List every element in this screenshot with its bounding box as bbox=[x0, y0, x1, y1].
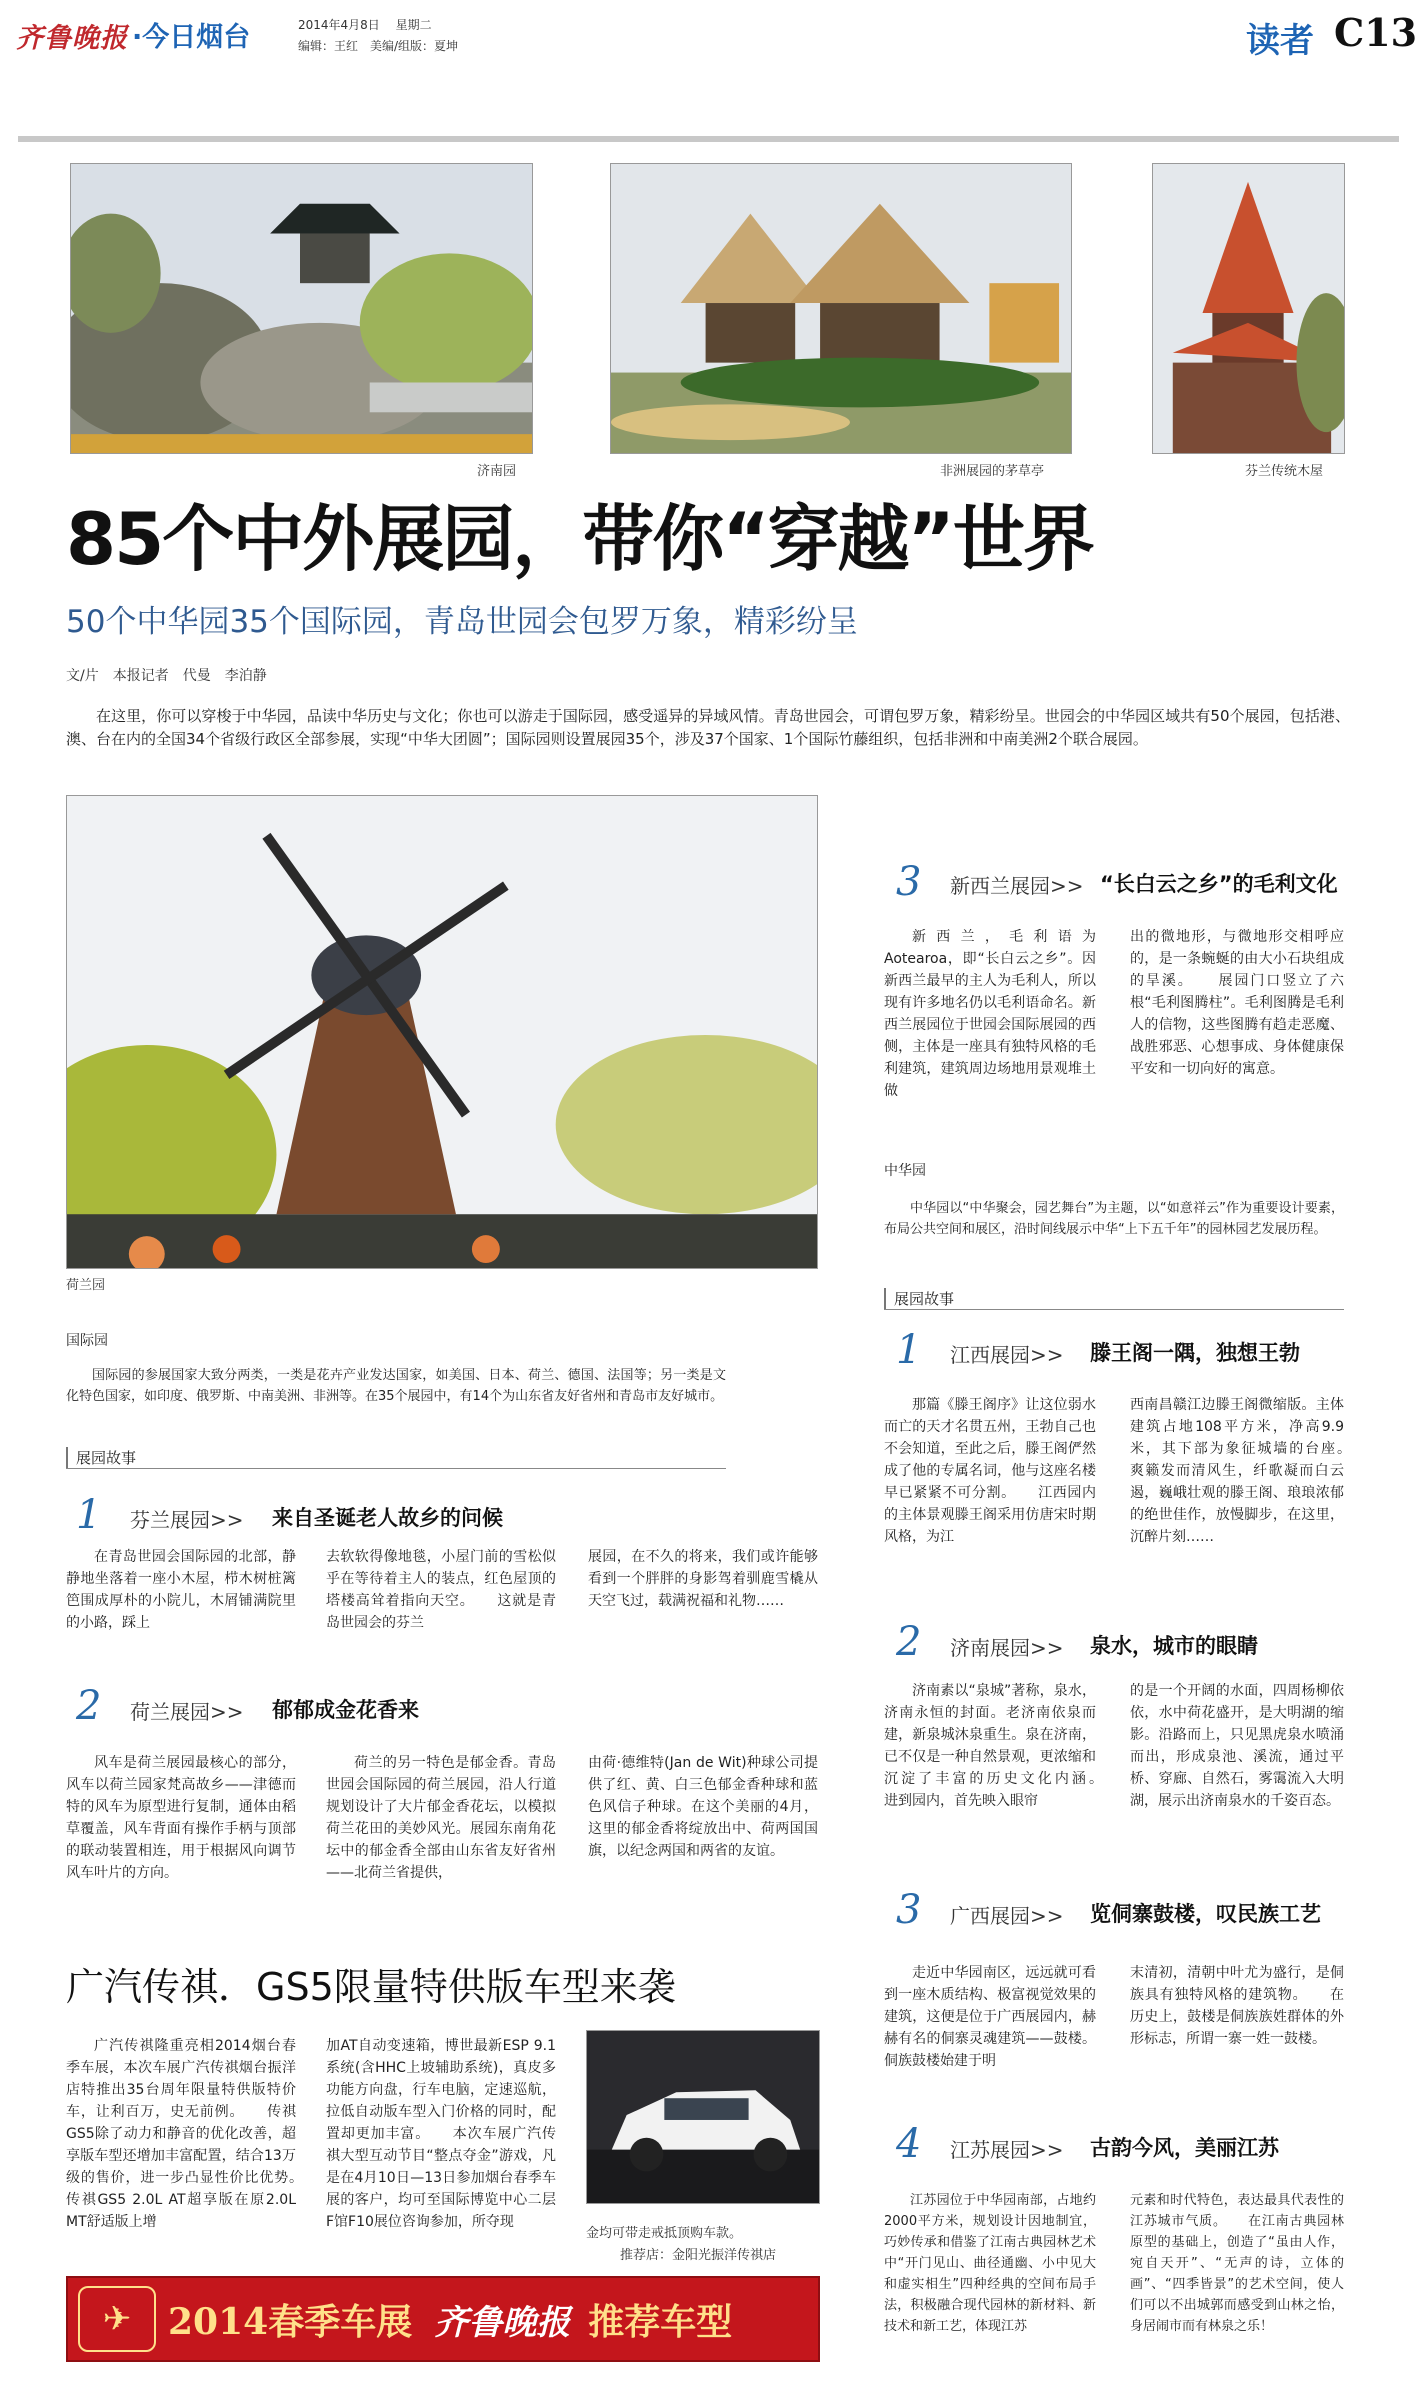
masthead-rule bbox=[18, 136, 1399, 142]
car-caption: 金均可带走戒抵顶购车款。 bbox=[586, 2226, 743, 2241]
story-garden-name: 芬兰展园>> bbox=[130, 1508, 244, 1532]
byline: 文/片 本报记者 代曼 李泊静 bbox=[66, 668, 267, 684]
jinan-garden-caption: 济南园 bbox=[477, 464, 517, 479]
finland-house-caption: 芬兰传统木屋 bbox=[1245, 464, 1324, 479]
story-column: 西南昌赣江边滕王阁微缩版。主体建筑占地108平方米，净高9.9米，其下部为象征城墙的台座。 爽籁发而清风生，纤歌凝而白云遏，巍峨壮观的滕王阁、琅琅浓郁的绝世佳作，放慢脚步，在这里，沉醉片刻…… bbox=[1130, 1397, 1372, 1545]
international-text: 国际园的参展国家大致分两类，一类是花卉产业发达国家，如美国、日本、荷兰、德国、法国等；另一类是文化特色国家，如印度、俄罗斯、中南美洲、非洲等。在35个展园中，有14个为山东省友好省州和青岛市友好城市。 bbox=[66, 1368, 726, 1404]
story-column: 在青岛世园会国际园的北部，静静地坐落着一座小木屋，栉木树桩篱笆围成厚朴的小院儿，木屑铺满院里的小路，踩上 bbox=[66, 1549, 296, 1631]
story-column: 新西兰，毛利语为Aotearoa，即“长白云之乡”。因新西兰最早的主人为毛利人，所以现有许多地名仍以毛利语命名。新西兰展园位于世园会国际展园的西侧，主体是一座具有独特风格的毛利建筑，建筑周边场地用景观堆土做 bbox=[884, 929, 1096, 1099]
story-garden-name: 广西展园>> bbox=[950, 1904, 1064, 1928]
car-show-banner bbox=[66, 2276, 820, 2362]
story-title: 古韵今风，美丽江苏 bbox=[1090, 2136, 1279, 2160]
story-title: 来自圣诞老人故乡的问候 bbox=[272, 1506, 503, 1530]
story-garden-name: 江西展园>> bbox=[950, 1343, 1064, 1367]
weekday-text: 星期二 bbox=[395, 18, 432, 32]
story-column: 的是一个开阔的水面，四周杨柳依依，水中荷花盛开，是大明湖的缩影。沿路而上，只见黑虎泉水喷涌而出，形成泉池、溪流，通过平桥、穿廊、自然石，雾霭流入大明湖，展示出济南泉水的千姿百态。 bbox=[1130, 1683, 1344, 1809]
page-number: C13 bbox=[1334, 10, 1417, 55]
jinan-garden-photo bbox=[70, 163, 533, 454]
story-column: 出的微地形，与微地形交相呼应的，是一条蜿蜒的由大小石块组成的旱溪。 展园门口竖立了六根“毛利图腾柱”。毛利图腾是毛利人的信物，这些图腾有趋走恶魔、战胜邪恶、心想事成、身体健康保平安和一切向好的寓意。 bbox=[1130, 929, 1344, 1077]
story-rule-china bbox=[884, 1309, 1344, 1310]
story-garden-name: 济南展园>> bbox=[950, 1636, 1064, 1660]
masthead-logo: 齐鲁晚报 bbox=[16, 23, 128, 54]
holland-windmill-photo bbox=[66, 795, 818, 1269]
masthead-section: ·今日烟台 bbox=[132, 22, 251, 53]
china-label: 中华园 bbox=[884, 1163, 926, 1179]
ad-column: 加AT自动变速箱，博世最新ESP 9.1系统(含HHC上坡辅助系统)，真皮多功能方向盘，行车电脑，定速巡航，拉低自动版车型入门价格的同时，配置却更加丰富。 本次车展广汽传祺大型互动节目“整点夺金”游戏，凡是在4月10日—13日参加烟台春季车展的客户，均可至国际博览中心二层F馆F10展位咨询参加，所夺现 bbox=[326, 2038, 556, 2230]
story-number: 2 bbox=[896, 1619, 922, 1665]
banner-text: 2014春季车展 bbox=[168, 2300, 413, 2343]
story-title: 览侗寨鼓楼，叹民族工艺 bbox=[1090, 1902, 1321, 1926]
banner-logo: 齐鲁晚报 bbox=[434, 2302, 571, 2343]
china-text: 中华园以“中华聚会，园艺舞台”为主题，以“如意祥云”作为重要设计要素，布局公共空间和展区，沿时间线展示中华“上下五千年”的园林园艺发展历程。 bbox=[884, 1201, 1344, 1237]
date-text: 2014年4月8日 bbox=[298, 18, 380, 32]
story-column: 那篇《滕王阁序》让这位弱水而亡的天才名贯五州，王勃自己也不会知道，至此之后，滕王阁俨然成了他的专属名词，他与这座名楼早已紧紧不可分割。 江西园内的主体景观滕王阁采用仿唐宋时期风格，为江 bbox=[884, 1397, 1096, 1545]
story-column: 江苏园位于中华园南部，占地约2000平方米，规划设计因地制宜，巧妙传承和借鉴了江南古典园林艺术中“开门见山、曲径通幽、小中见大和虚实相生”四种经典的空间布局手法，积极融合现代园林的新材料、新技术和新工艺，体现江苏 bbox=[884, 2193, 1096, 2334]
ad-headline: 广汽传祺．GS5限量特供版车型来袭 bbox=[66, 1965, 676, 2009]
channel-name: 读者 bbox=[1246, 21, 1314, 61]
story-column: 济南素以“泉城”著称，泉水，济南永恒的封面。老济南依泉而建，新泉城沐泉重生。泉在济南，已不仅是一种自然景观，更浓缩和沉淀了丰富的历史文化内涵。 进到园内，首先映入眼帘 bbox=[884, 1683, 1124, 1809]
story-title: “长白云之乡”的毛利文化 bbox=[1100, 872, 1338, 896]
story-column: 元素和时代特色，表达最具代表性的江苏城市气质。 在江南古典园林原型的基础上，创造了“虽由人作，宛自天开”、“无声的诗，立体的画”、“四季皆景”的艺术空间，使人们可以不出城郭而感受到山林之怡，身居闹市而有林泉之乐！ bbox=[1130, 2193, 1344, 2334]
story-number: 4 bbox=[896, 2121, 922, 2167]
story-title: 滕王阁一隅，独想王勃 bbox=[1090, 1341, 1300, 1365]
sub-headline: 50个中华园35个国际园，青岛世园会包罗万象，精彩纷呈 bbox=[66, 604, 858, 640]
car-show-badge bbox=[78, 2286, 156, 2352]
story-number: 3 bbox=[896, 859, 922, 905]
car-photo bbox=[586, 2030, 820, 2204]
intro-paragraph: 在这里，你可以穿梭于中华园，品读中华历史与文化；你也可以游走于国际园，感受遥异的异域风情。青岛世园会，可谓包罗万象，精彩纷呈。世园会的中华园区域共有50个展园，包括港、澳、台在内的全国34个省级行政区全部参展，实现“中华大团圆”；国际园则设置展园35个，涉及37个国家、1个国际竹藤组织，包括非洲和中南美洲2个联合展园。 bbox=[66, 707, 1350, 748]
finland-house-photo bbox=[1152, 163, 1345, 454]
story-column: 荷兰的另一特色是郁金香。青岛世园会国际园的荷兰展园，沿人行道规划设计了大片郁金香花坛，以模拟荷兰花田的美妙风光。展园东南角花坛中的郁金香全部由山东省友好省州——北荷兰省提供， bbox=[326, 1755, 556, 1881]
story-number: 1 bbox=[896, 1327, 922, 1373]
story-number: 2 bbox=[76, 1683, 102, 1729]
story-label-international: 展园故事 bbox=[66, 1447, 136, 1468]
story-column: 由荷·德维特(Jan de Wit)种球公司提供了红、黄、白三色郁金香种球和蓝色风信子种球。在这个美丽的4月，这里的郁金香将绽放出中、荷两国国旗，以纪念两国和两省的友谊。 bbox=[588, 1755, 818, 1859]
story-garden-name: 江苏展园>> bbox=[950, 2138, 1064, 2162]
international-label: 国际园 bbox=[66, 1333, 108, 1349]
story-title: 泉水，城市的眼睛 bbox=[1090, 1634, 1258, 1658]
story-garden-name: 荷兰展园>> bbox=[130, 1700, 244, 1724]
masthead-date bbox=[298, 16, 432, 33]
banner-tag: 推荐车型 bbox=[588, 2301, 733, 2343]
holland-windmill-caption: 荷兰园 bbox=[66, 1278, 106, 1293]
story-column: 展园，在不久的将来，我们或许能够看到一个胖胖的身影驾着驯鹿雪橇从天空飞过，载满祝福和礼物…… bbox=[588, 1549, 818, 1609]
story-number: 1 bbox=[76, 1492, 102, 1538]
story-garden-name: 新西兰展园>> bbox=[950, 874, 1084, 898]
story-label-china: 展园故事 bbox=[884, 1288, 954, 1309]
story-title: 郁郁成金花香来 bbox=[272, 1698, 419, 1722]
africa-pavilion-caption: 非洲展园的茅草亭 bbox=[940, 464, 1045, 479]
story-column: 走近中华园南区，远远就可看到一座木质结构、极富视觉效果的建筑，这便是位于广西展园内，赫赫有名的侗寨灵魂建筑——鼓楼。侗族鼓楼始建于明 bbox=[884, 1965, 1096, 2069]
dealer-name: 推荐店：金阳光振洋传祺店 bbox=[620, 2248, 777, 2263]
ad-column: 广汽传祺隆重亮相2014烟台春季车展，本次车展广汽传祺烟台振洋店特推出35台周年限量特供版特价车，让利百万，史无前例。 传祺GS5除了动力和静音的优化改善，超享版车型还增加丰富配置，结合13万级的售价，进一步凸显性价比优势。 传祺GS5 2.0L AT超享版在原2.0L MT舒适版上增 bbox=[66, 2038, 324, 2230]
story-number: 3 bbox=[896, 1887, 922, 1933]
story-column: 风车是荷兰展园最核心的部分，风车以荷兰园家梵高故乡——津德而特的风车为原型进行复制，通体由稻草覆盖，风车背面有操作手柄与顶部的联动装置相连，用于根据风向调节风车叶片的方向。 bbox=[66, 1755, 296, 1881]
main-headline: 85个中外展园，带你“穿越”世界 bbox=[66, 497, 1093, 581]
story-column: 去软软得像地毯，小屋门前的雪松似乎在等待着主人的装点，红色屋顶的塔楼高耸着指向天空。 这就是青岛世园会的芬兰 bbox=[326, 1549, 556, 1631]
editor-line: 编辑：王红 美编/组版：夏坤 bbox=[298, 39, 459, 53]
story-rule-international bbox=[66, 1468, 726, 1469]
story-column: 末清初，清朝中叶尤为盛行，是侗族具有独特风格的建筑物。 在历史上，鼓楼是侗族族姓群体的外形标志，所谓一寨一姓一鼓楼。 bbox=[1130, 1965, 1344, 2047]
africa-pavilion-photo bbox=[610, 163, 1072, 454]
car-icon: ✈ bbox=[102, 2299, 132, 2339]
